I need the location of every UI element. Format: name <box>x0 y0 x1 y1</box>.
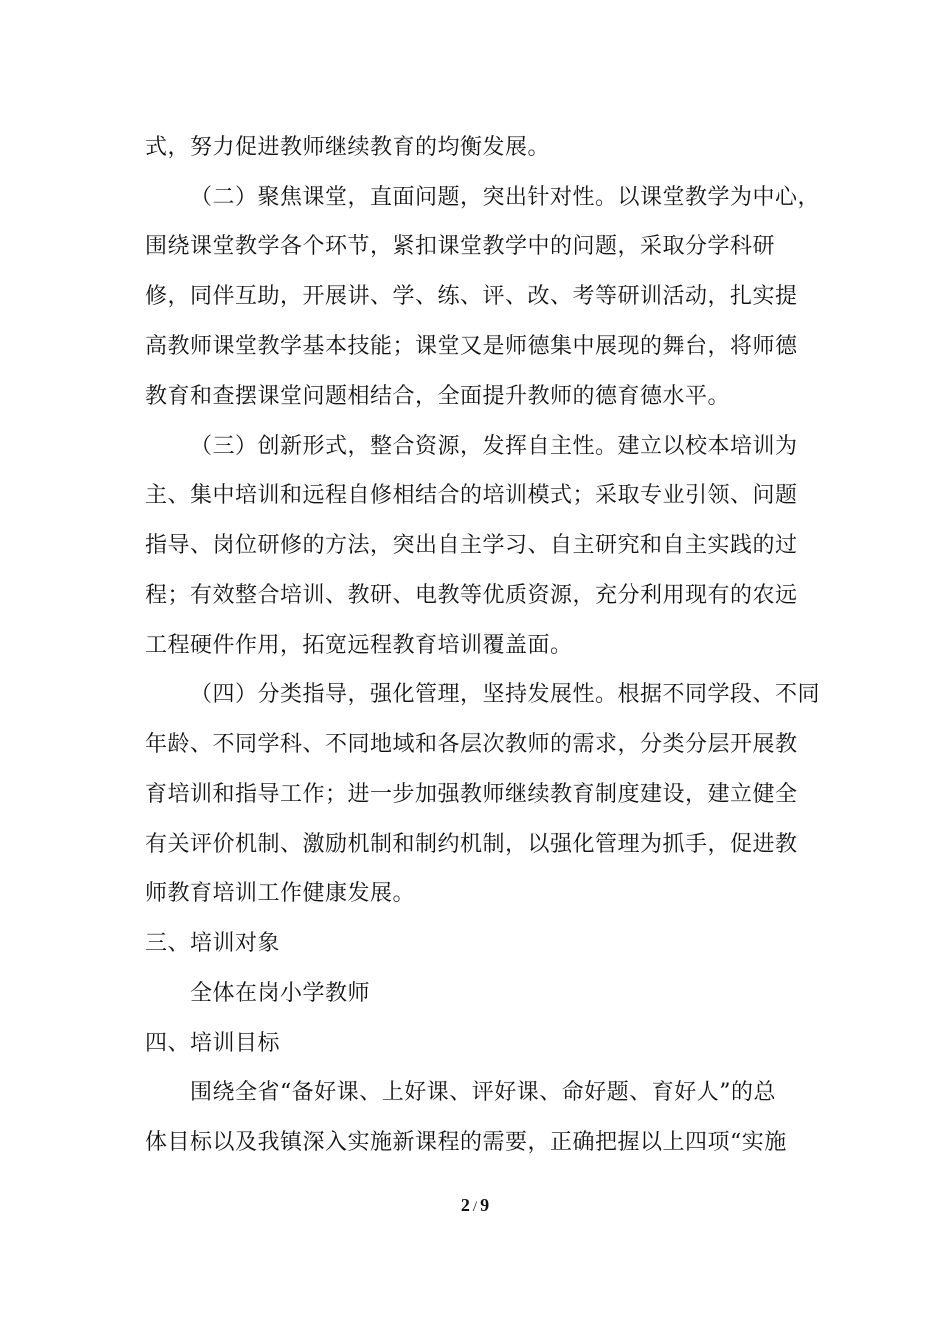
text-line: 体目标以及我镇深入实施新课程的需要，正确把握以上四项“实施 <box>145 1130 787 1155</box>
page-total: 9 <box>480 1195 490 1215</box>
text-line: 高教师课堂教学基本技能；课堂又是师德集中展现的舞台，将师德 <box>145 334 798 359</box>
page-separator: / <box>472 1199 478 1215</box>
section-heading-3: 三、培训对象 <box>145 931 281 956</box>
page-number <box>0 1193 950 1219</box>
text-line: 有关评价机制、激励机制和制约机制，以强化管理为抓手，促进教 <box>145 832 798 857</box>
text-line: 主、集中培训和远程自修相结合的培训模式；采取专业引领、问题 <box>145 483 798 508</box>
paragraph-heading-3: （三）创新形式，整合资源，发挥自主性。建立以校本培训为 <box>190 434 798 459</box>
text-line: 教育和查摆课堂问题相结合，全面提升教师的德育德水平。 <box>145 384 731 409</box>
paragraph-heading-4: （四）分类指导，强化管理，坚持发展性。根据不同学段、不同 <box>190 682 821 707</box>
text-line: 年龄、不同学科、不同地域和各层次教师的需求，分类分层开展教 <box>145 732 798 757</box>
text-line: 师教育培训工作健康发展。 <box>145 881 416 906</box>
text-line: 修，同伴互助，开展讲、学、练、评、改、考等研训活动，扎实提 <box>145 284 798 309</box>
section-heading-4: 四、培训目标 <box>145 1031 281 1056</box>
text-line: 全体在岗小学教师 <box>190 981 371 1006</box>
text-line: 工程硬件作用，拓宽远程教育培训覆盖面。 <box>145 633 573 658</box>
text-line: 育培训和指导工作；进一步加强教师继续教育制度建设，建立健全 <box>145 782 798 807</box>
text-line: 程；有效整合培训、教研、电教等优质资源，充分利用现有的农远 <box>145 583 798 608</box>
page-current: 2 <box>460 1195 470 1215</box>
text-line: 围绕课堂教学各个环节，紧扣课堂教学中的问题，采取分学科研 <box>145 234 776 259</box>
text-line: 式，努力促进教师继续教育的均衡发展。 <box>145 135 551 160</box>
paragraph-heading-2: （二）聚焦课堂，直面问题，突出针对性。以课堂教学为中心， <box>190 185 821 210</box>
text-line: 围绕全省“备好课、上好课、评好课、命好题、育好人”的总 <box>190 1080 776 1105</box>
text-line: 指导、岗位研修的方法，突出自主学习、自主研究和自主实践的过 <box>145 533 798 558</box>
